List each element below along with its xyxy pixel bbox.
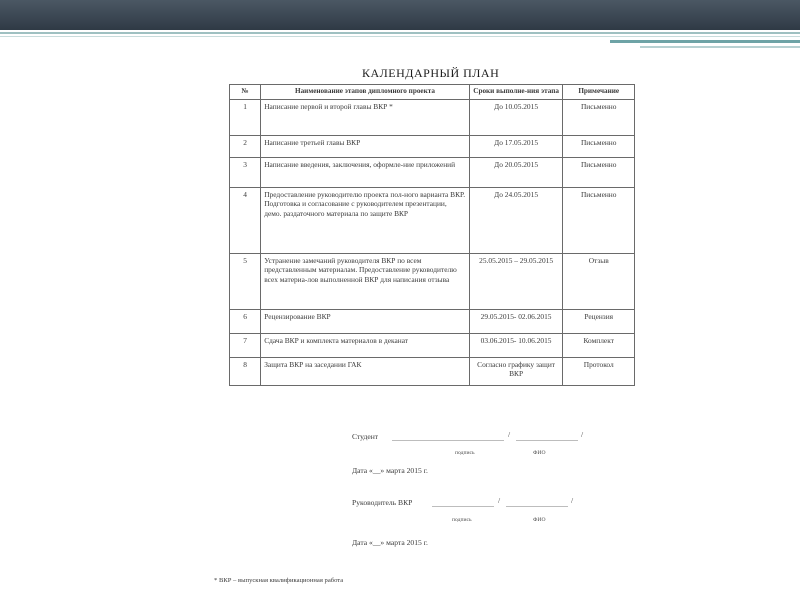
table-row bbox=[230, 187, 635, 253]
row-number: 8 bbox=[230, 357, 261, 385]
supervisor-fio-caption: ФИО bbox=[533, 517, 546, 523]
row-number: 7 bbox=[230, 333, 261, 357]
supervisor-date: Дата «__» марта 2015 г. bbox=[352, 538, 428, 547]
row-deadline: 29.05.2015- 02.06.2015 bbox=[469, 309, 563, 333]
student-sign-line bbox=[392, 440, 504, 441]
calendar-plan-table bbox=[229, 84, 635, 386]
student-fio-caption: ФИО bbox=[533, 450, 546, 456]
row-number: 6 bbox=[230, 309, 261, 333]
row-number: 4 bbox=[230, 187, 261, 253]
table-row bbox=[230, 253, 635, 309]
row-number: 5 bbox=[230, 253, 261, 309]
row-stage: Написание введения, заключения, оформле-ние приложений bbox=[261, 157, 470, 187]
row-note: Письменно bbox=[563, 157, 635, 187]
table-row bbox=[230, 99, 635, 135]
row-deadline: 25.05.2015 – 29.05.2015 bbox=[469, 253, 563, 309]
header-stage-name: Наименование этапов дипломного проекта bbox=[261, 85, 470, 100]
student-date: Дата «__» марта 2015 г. bbox=[352, 466, 428, 475]
row-stage: Написание третьей главы ВКР bbox=[261, 135, 470, 157]
row-note: Письменно bbox=[563, 135, 635, 157]
row-number: 3 bbox=[230, 157, 261, 187]
supervisor-slash-2: / bbox=[571, 496, 574, 505]
row-stage: Написание первой и второй главы ВКР * bbox=[261, 99, 470, 135]
supervisor-fio-line bbox=[506, 506, 568, 507]
row-note: Протокол bbox=[563, 357, 635, 385]
footnote: * ВКР – выпускная квалификационная работа bbox=[214, 577, 344, 584]
student-fio-line bbox=[516, 440, 578, 441]
table-header-row bbox=[230, 85, 635, 100]
row-stage: Рецензирование ВКР bbox=[261, 309, 470, 333]
row-stage: Сдача ВКР и комплекта материалов в деканат bbox=[261, 333, 470, 357]
student-slash-1: / bbox=[508, 430, 511, 439]
supervisor-sign-line bbox=[432, 506, 494, 507]
supervisor-slash-1: / bbox=[498, 496, 501, 505]
table-row bbox=[230, 309, 635, 333]
table-row bbox=[230, 333, 635, 357]
row-stage: Предоставление руководителю проекта пол-ного варианта ВКР. Подготовка и согласование с руководителем презентации, демо. раздаточного материала по защите ВКР bbox=[261, 187, 470, 253]
row-stage: Защита ВКР на заседании ГАК bbox=[261, 357, 470, 385]
supervisor-sign-caption: подпись bbox=[452, 517, 472, 523]
row-note: Комплект bbox=[563, 333, 635, 357]
header-deadline: Сроки выполне-ния этапа bbox=[469, 85, 563, 100]
table-row bbox=[230, 135, 635, 157]
row-deadline: До 24.05.2015 bbox=[469, 187, 563, 253]
student-sign-caption: подпись bbox=[455, 450, 475, 456]
row-number: 2 bbox=[230, 135, 261, 157]
document-title: КАЛЕНДАРНЫЙ ПЛАН bbox=[362, 66, 500, 80]
row-note: Отзыв bbox=[563, 253, 635, 309]
student-label: Студент bbox=[352, 432, 379, 441]
row-number: 1 bbox=[230, 99, 261, 135]
student-slash-2: / bbox=[581, 430, 584, 439]
header-number: № bbox=[230, 85, 261, 100]
row-note: Письменно bbox=[563, 99, 635, 135]
supervisor-label: Руководитель ВКР bbox=[352, 498, 413, 507]
table-row bbox=[230, 357, 635, 385]
row-note: Письменно bbox=[563, 187, 635, 253]
row-deadline: До 10.05.2015 bbox=[469, 99, 563, 135]
header-note: Примечание bbox=[563, 85, 635, 100]
table-row bbox=[230, 157, 635, 187]
row-deadline: До 20.05.2015 bbox=[469, 157, 563, 187]
row-note: Рецензия bbox=[563, 309, 635, 333]
row-stage: Устранение замечаний руководителя ВКР по всем представленным материалам. Предоставление руководителю всех материа-лов выполненной ВКР для написания отзыва bbox=[261, 253, 470, 309]
row-deadline: 03.06.2015- 10.06.2015 bbox=[469, 333, 563, 357]
row-deadline: До 17.05.2015 bbox=[469, 135, 563, 157]
row-deadline: Согласно графику защит ВКР bbox=[469, 357, 563, 385]
